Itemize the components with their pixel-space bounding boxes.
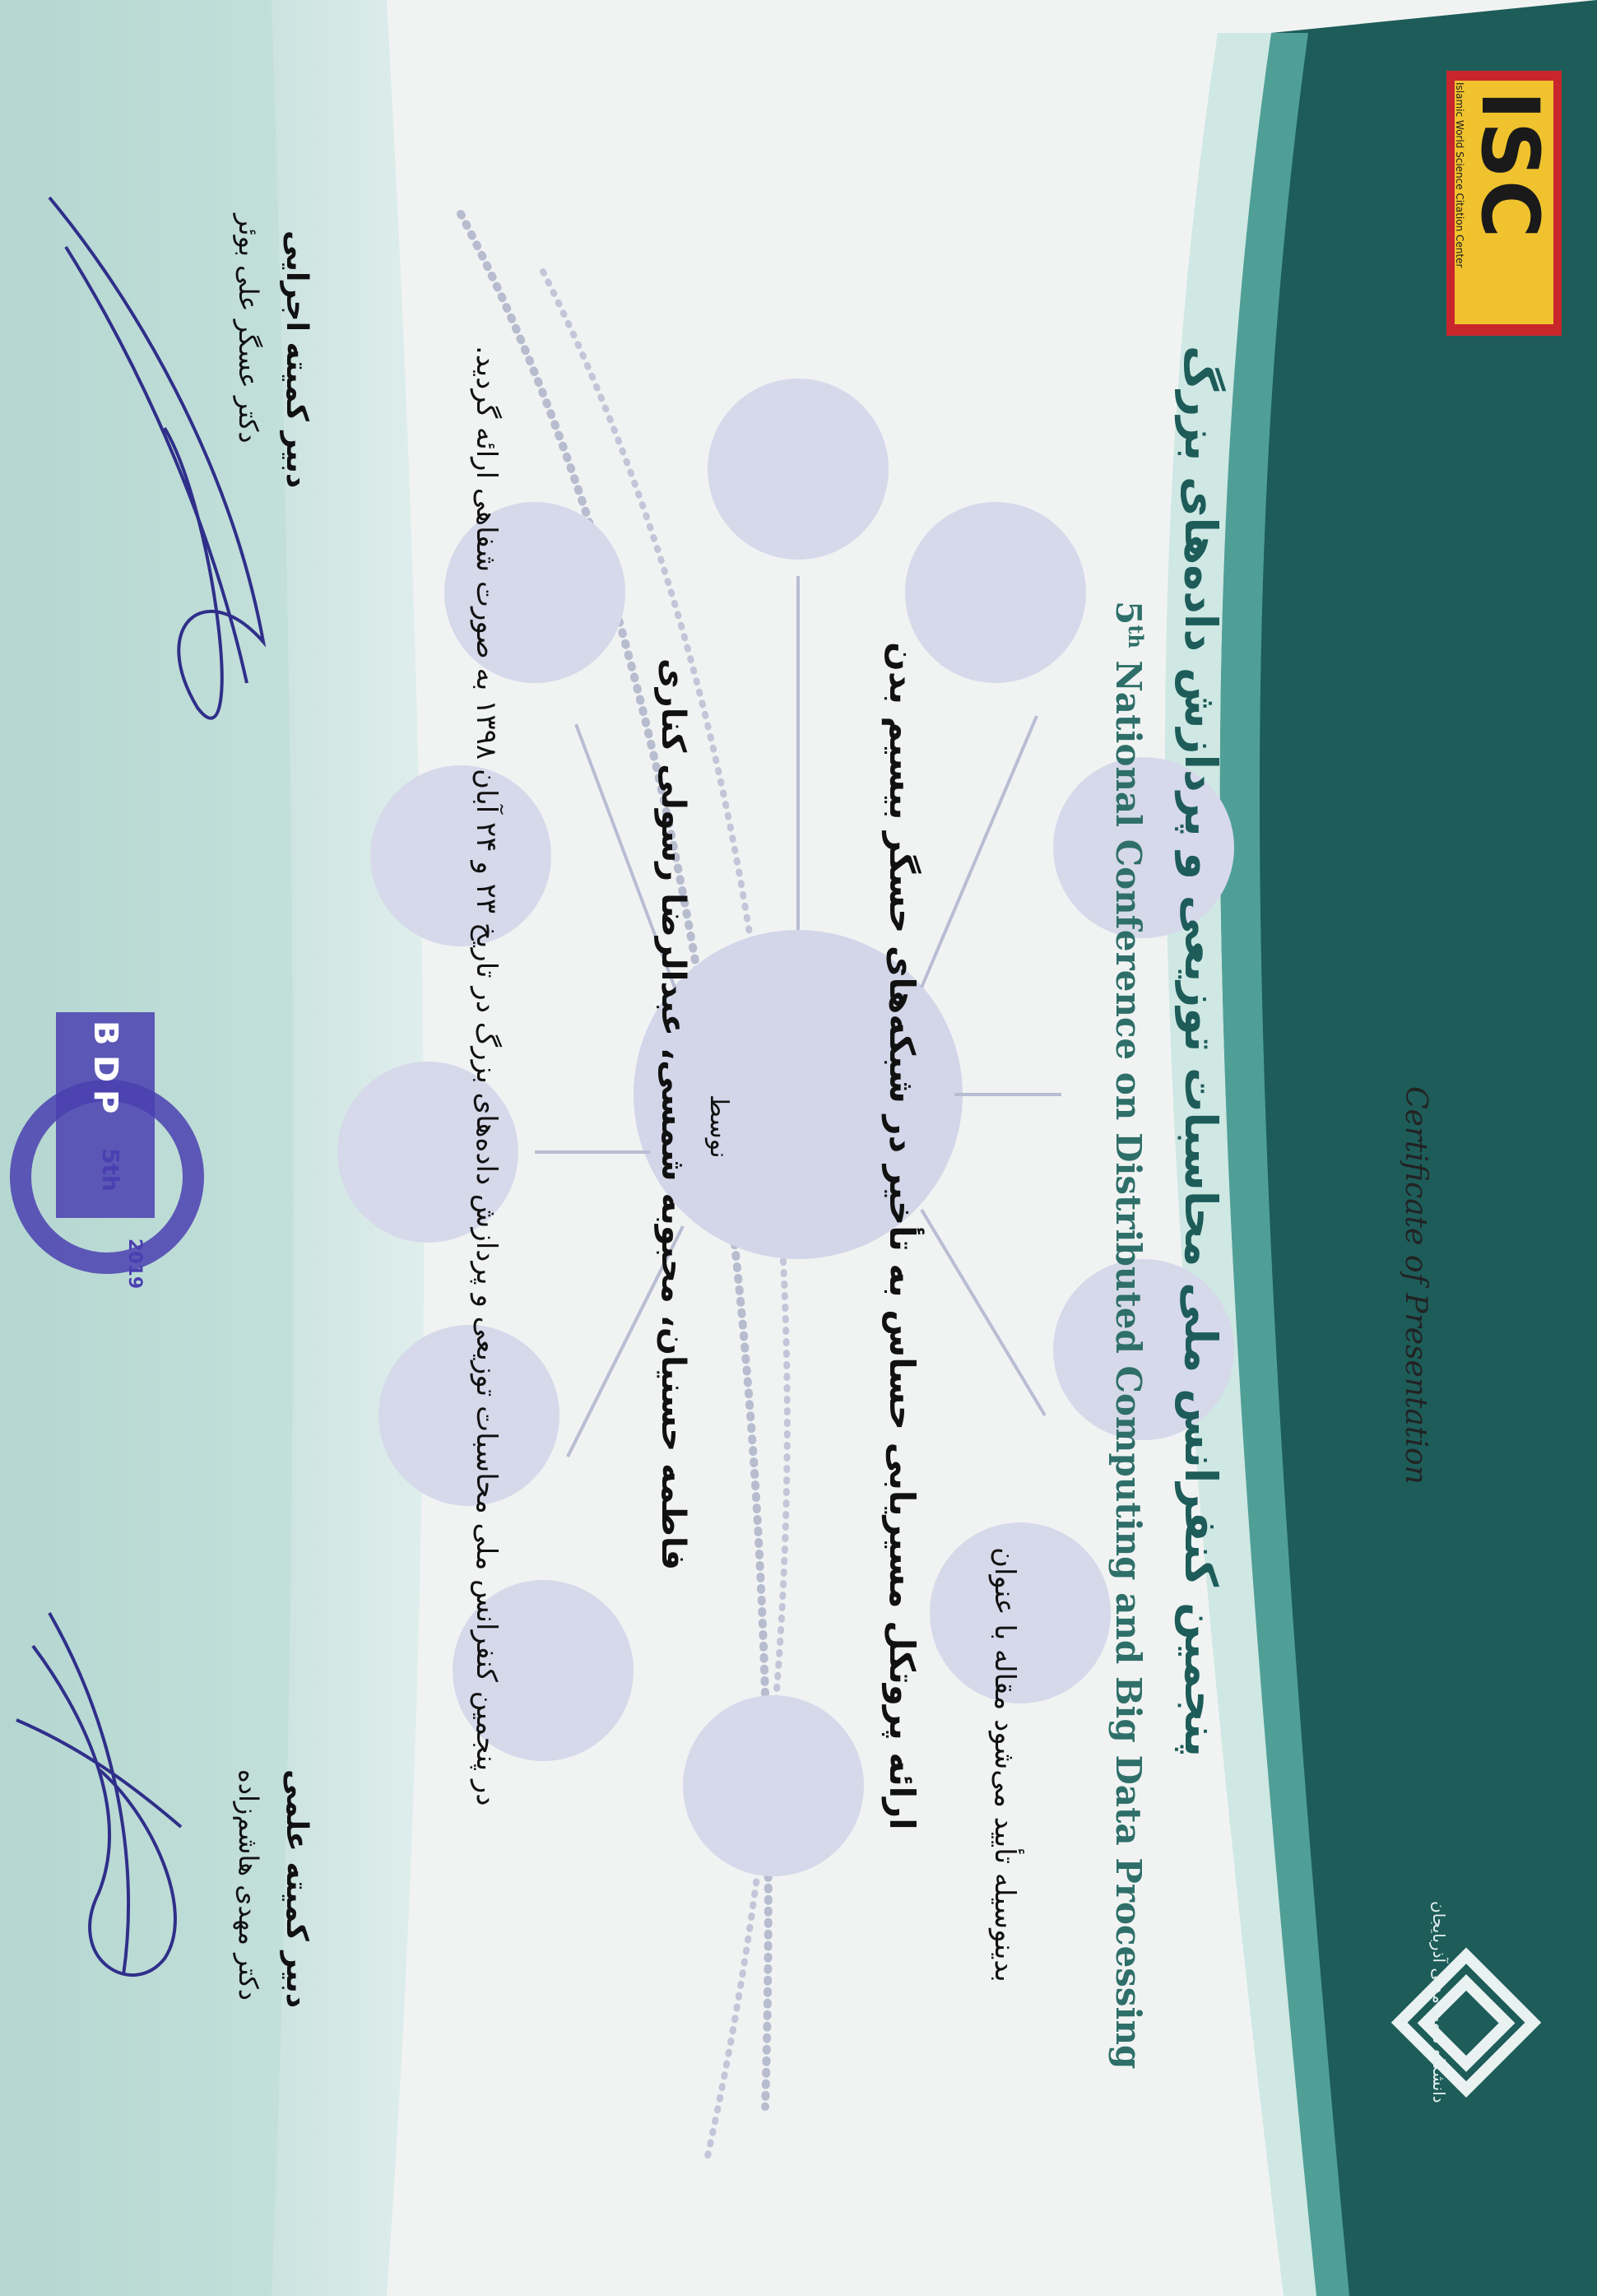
bdp-year: 2019 [124, 1239, 145, 1290]
presenter-note: نوسط [704, 1095, 733, 1159]
intro-line: بدینوسیله تأیید می‌شود مقاله با عنوان [988, 1547, 1021, 1982]
signature-left-name: دکتر مهدی هاشم‌زاده [233, 1769, 264, 2001]
bdp-edition: 5th [97, 1148, 124, 1192]
isc-sublabel: Islamic World Science Citation Center [1454, 82, 1465, 268]
university-name: دانشگاه شهید مدنی آذربایجان [1429, 1901, 1449, 2103]
isc-label: ISC [1464, 91, 1556, 240]
statement-line: در پنجمین کنفرانس ملی محاسبات توزیعی و پردازش داده‌های بزرگ در تاریخ ۲۳ و ۲۴ آبان ۱۳۹۸ به صورت شفاهی ارائه گردید. [470, 346, 503, 1806]
signature-left-role: دبیر کمیته علمی [280, 1769, 313, 2009]
bdp-letters [58, 1020, 124, 1119]
bdp-letter-d: D [86, 1055, 124, 1083]
conference-en-sup: th [1124, 625, 1148, 648]
paper-title: ارائه پروتکل مسیریابی حساس به تأخیر در شبکه‌های حسگر بیسیم بدن [882, 642, 922, 1830]
bdp-letter-b: B [86, 1020, 124, 1046]
signature-right-name: دکتر عسگر علی بوئر [233, 214, 264, 444]
conference-name-fa: پنجمین کنفرانس ملی محاسبات توزیعی و پردازش داده‌های بزرگ [1175, 346, 1227, 1758]
certificate-subtitle: Certificate of Presentation [1399, 1086, 1432, 1485]
conference-name-en [1108, 601, 1149, 2069]
signature-right-role: دبیر کمیته اجرایی [280, 230, 313, 489]
certificate-title: گواهی ارائه مقاله [1284, 741, 1387, 1531]
conference-en-ordinal: 5 [1108, 601, 1149, 625]
conference-en-rest: National Conference on Distributed Computing and Big Data Processing [1108, 660, 1149, 2070]
bdp-letter-p: P [86, 1090, 124, 1114]
authors: فاطمه حسنیان، محبوبه شمسی، عبدالرضا رسولی کناری [654, 658, 692, 1571]
